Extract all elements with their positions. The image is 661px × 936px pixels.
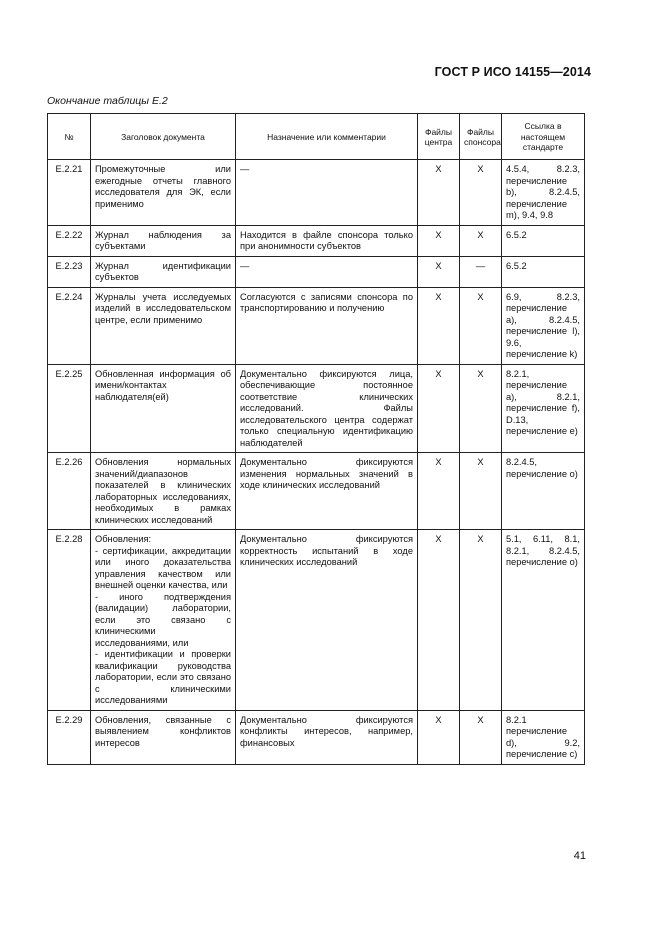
cell-reference: 8.2.4.5, перечисление o) <box>502 453 585 530</box>
col-header-center-files: Файлы центра <box>418 114 460 160</box>
cell-purpose: Находится в файле спонсора только при анонимности субъектов <box>236 225 418 256</box>
cell-reference: 6.9, 8.2.3, перечисление a), 8.2.4.5, перечисление l), 9.6, перечисление k) <box>502 287 585 364</box>
cell-reference: 8.2.1, перечисление a), 8.2.1, перечисление f), D.13, перечисление e) <box>502 364 585 453</box>
cell-number: Е.2.25 <box>48 364 91 453</box>
cell-purpose: Документально фиксируются конфликты интересов, например, финансовых <box>236 710 418 764</box>
table-row <box>48 530 585 711</box>
cell-sponsor-files: X <box>460 160 502 226</box>
cell-center-files: X <box>418 530 460 711</box>
table-row <box>48 160 585 226</box>
table-header-row <box>48 114 585 160</box>
col-header-purpose: Назначение или комментарии <box>236 114 418 160</box>
cell-sponsor-files: X <box>460 364 502 453</box>
cell-reference: 6.5.2 <box>502 225 585 256</box>
cell-center-files: X <box>418 710 460 764</box>
cell-center-files: X <box>418 287 460 364</box>
cell-purpose: — <box>236 256 418 287</box>
cell-purpose: — <box>236 160 418 226</box>
cell-number: Е.2.24 <box>48 287 91 364</box>
cell-purpose: Согласуются с записями спонсора по транспортированию и получению <box>236 287 418 364</box>
cell-number: Е.2.23 <box>48 256 91 287</box>
cell-number: Е.2.26 <box>48 453 91 530</box>
table-body <box>48 160 585 765</box>
cell-number: Е.2.28 <box>48 530 91 711</box>
cell-reference: 6.5.2 <box>502 256 585 287</box>
cell-sponsor-files: X <box>460 225 502 256</box>
cell-document-title: Обновления нормальных значений/диапазонов показателей в клинических лабораторных исследованиях, необходимых в рамках клинических исследований <box>91 453 236 530</box>
table-caption: Окончание таблицы Е.2 <box>47 95 168 107</box>
col-header-number: № <box>48 114 91 160</box>
cell-sponsor-files: X <box>460 453 502 530</box>
table-row <box>48 256 585 287</box>
table-row <box>48 287 585 364</box>
cell-purpose: Документально фиксируются корректность испытаний в ходе клинических исследований <box>236 530 418 711</box>
cell-sponsor-files: X <box>460 710 502 764</box>
cell-document-title: Журнал наблюдения за субъектами <box>91 225 236 256</box>
table-row <box>48 225 585 256</box>
document-header: ГОСТ Р ИСО 14155—2014 <box>434 65 591 79</box>
table-row <box>48 710 585 764</box>
cell-center-files: X <box>418 225 460 256</box>
cell-center-files: X <box>418 256 460 287</box>
cell-sponsor-files: X <box>460 287 502 364</box>
cell-document-title: Промежуточные или ежегодные отчеты главного исследователя для ЭК, если применимо <box>91 160 236 226</box>
cell-sponsor-files: X <box>460 530 502 711</box>
cell-number: Е.2.21 <box>48 160 91 226</box>
cell-document-title: Журнал идентификации субъектов <box>91 256 236 287</box>
documents-table <box>47 113 585 765</box>
cell-reference: 5.1, 6.11, 8.1, 8.2.1, 8.2.4.5, перечисление o) <box>502 530 585 711</box>
cell-purpose: Документально фиксируются лица, обеспечивающие постоянное соответствие клинических исследований. Файлы исследовательского центра содержат только специальную идентификацию наблюдателей <box>236 364 418 453</box>
cell-reference: 4.5.4, 8.2.3, перечисление b), 8.2.4.5, перечисление m), 9.4, 9.8 <box>502 160 585 226</box>
cell-center-files: X <box>418 160 460 226</box>
col-header-reference: Ссылка в настоящем стандарте <box>502 114 585 160</box>
cell-sponsor-files: — <box>460 256 502 287</box>
cell-document-title: Обновления: - сертификации, аккредитации или иного доказательства управления качеством или внешней оценки качества, или - иного подтверждения (валидации) лаборатории, если это связано с клиническими исследованиями, или - идентификации и проверки квалификации руководства лаборатории, если это связано с клиническими исследованиями <box>91 530 236 711</box>
cell-document-title: Обновления, связанные с выявлением конфликтов интересов <box>91 710 236 764</box>
cell-document-title: Журналы учета исследуемых изделий в исследовательском центре, если применимо <box>91 287 236 364</box>
cell-reference: 8.2.1 перечисление d), 9.2, перечисление c) <box>502 710 585 764</box>
cell-center-files: X <box>418 453 460 530</box>
col-header-sponsor-files: Файлы спонсора <box>460 114 502 160</box>
cell-document-title: Обновленная информация об имени/контактах наблюдателя(ей) <box>91 364 236 453</box>
table-row <box>48 364 585 453</box>
page-number: 41 <box>573 850 586 862</box>
cell-purpose: Документально фиксируются изменения нормальных значений в ходе клинических исследований <box>236 453 418 530</box>
cell-center-files: X <box>418 364 460 453</box>
table-row <box>48 453 585 530</box>
cell-number: Е.2.22 <box>48 225 91 256</box>
col-header-title: Заголовок документа <box>91 114 236 160</box>
cell-number: Е.2.29 <box>48 710 91 764</box>
